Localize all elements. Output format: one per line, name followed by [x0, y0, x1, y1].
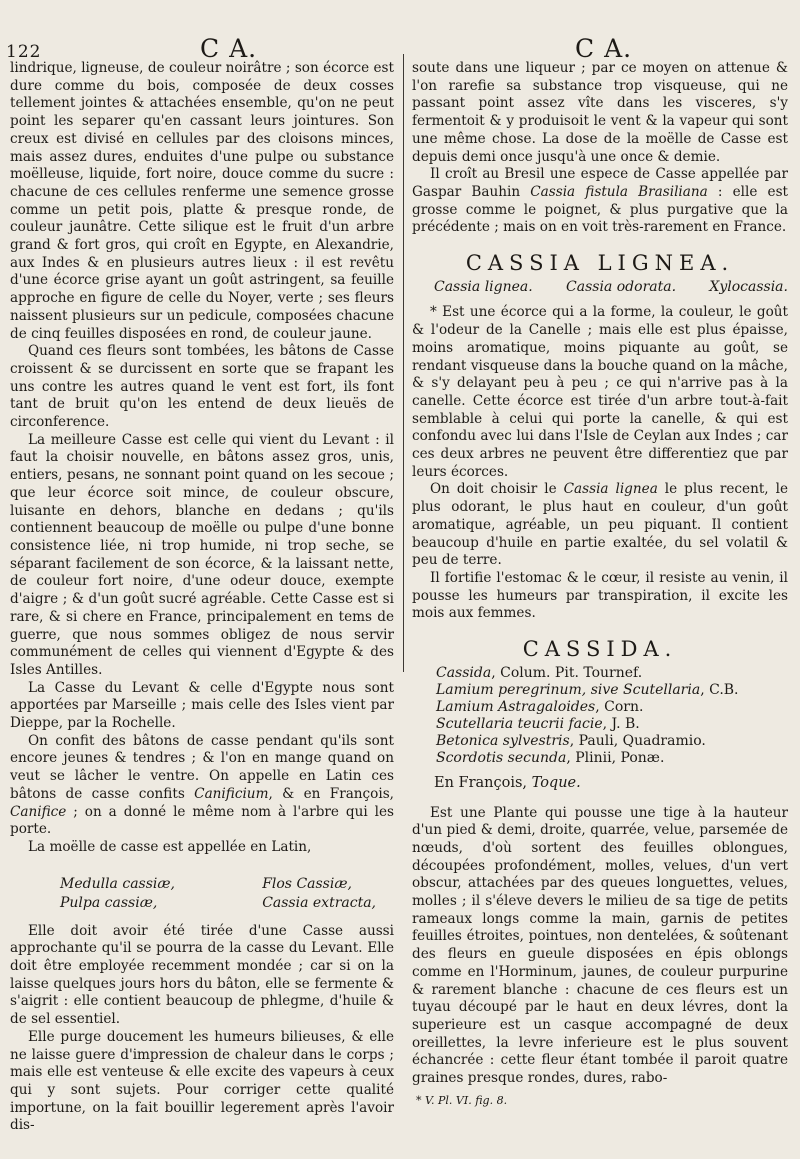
latin-name: Scordotis secunda [436, 749, 567, 766]
author: , Colum. Pit. Tournef. [491, 664, 643, 681]
paragraph: Il fortifie l'estomac & le cœur, il resiste au venin, il pousse les humeurs par transpiration, il excite les mois aux femmes. [412, 569, 788, 622]
french-name [434, 775, 788, 793]
latin-name: Scutellaria teucrii facie [436, 715, 603, 732]
text: On doit choisir le [430, 481, 564, 498]
paragraph: Est une Plante qui pousse une tige à la hauteur d'un pied & demi, droite, quarrée, velue, parsemée de nœuds, d'où sortent des feuilles oblongues, découpées profondément, molles, velues, d'un vert obscur, attachées par des queues longuettes, velues, molles ; il s'éleve devers le milieu de sa tige de petits rameaux longs comme la main, garnis de petites feuilles étroites, pointues, non dentelées, & soûtenant des fleurs en gueule disposées en épis oblongs comme en l'Horminum, jaunes, de couleur purpurine & rarement blanche : chacune de ces fleurs est un tuyau découpé par le haut en deux lévres, dont la superieure est un casque accompagné de deux oreillettes, la levre inferieure est le plus souvent échancrée : cette fleur étant tombée il paroit quatre graines presque rondes, dures, rabo- [412, 804, 788, 1087]
latin-name: Lamium peregrinum, sive Scutellaria [436, 681, 701, 698]
text: On confit des bâtons de casse pendant qu'ils sont encore jeunes & tendres ; & l'on en mange quand on veut se lâcher le ventre. On appelle en Latin ces bâtons de casse confits [10, 732, 394, 802]
author: , Corn. [595, 698, 644, 715]
synonym-list [436, 665, 788, 767]
paragraph: soute dans une liqueur ; par ce moyen on attenue & l'on rarefie sa substance trop visqueuse, qui ne passant point assez vîte dans les visceres, s'y fermentoit & y produisoit le vent & la vapeur qui sont une même chose. La dose de la moëlle de Casse est depuis demi once jusqu'à une once & demie. [412, 60, 788, 165]
paragraph: La Casse du Levant & celle d'Egypte nous sont apportées par Marseille ; mais celle des Isles vient par Dieppe, par la Rochelle. [10, 679, 394, 732]
paragraph: * Est une écorce qui a la forme, la couleur, le goût & l'odeur de la Canelle ; mais elle est plus épaisse, moins aromatique, moins piquante au goût, se rendant visqueuse dans la bouche quand on la mâche, & s'y delayant peu à peu ; ce qui n'arrive pas à la canelle. Cette écorce est tirée d'un arbre tout-à-fait semblable à celui qui porte la canelle, & qui est confondu avec lui dans l'Isle de Ceylan aux Indes ; car ces deux arbres ne peuvent être differentiez que par leurs écorces. [412, 304, 788, 480]
paragraph [412, 481, 788, 570]
latin-name: Flos Cassiæ, [262, 875, 352, 892]
synonym [436, 733, 788, 750]
page-number: 122 [6, 42, 42, 62]
header-left: C A. [200, 34, 258, 63]
paragraph: Quand ces fleurs sont tombées, les bâtons de Casse croissent & se durcissent en sorte que se frapant les uns contre les autres quand le vent est fort, ils font tant de bruit qu'on les entend de deux lieuës de circonference. [10, 343, 394, 431]
latin-name: Medulla cassiæ, [60, 875, 175, 892]
latin-name: Betonica sylvestris [436, 732, 570, 749]
latin-names-col-1 [60, 875, 175, 913]
latin-name: Lamium Astragaloides [436, 698, 596, 715]
paragraph: Elle purge doucement les humeurs bilieuses, & elle ne laisse guere d'impression de chaleur dans le corps ; mais elle est venteuse & elle excite des vapeurs à ceux qui y sont sujets. Pour corriger cette qualité importune, on la fait bouillir legerement après l'avoir dis- [10, 1028, 394, 1134]
synonym [436, 750, 788, 767]
synonym: Cassia odorata. [566, 278, 677, 295]
text: , & en François, [268, 785, 394, 802]
text: Il croît au Bresil une espece de Casse appellée par Gaspar Bauhin [412, 166, 788, 200]
synonym [436, 699, 788, 716]
left-column [10, 60, 394, 1135]
paragraph [412, 166, 788, 237]
right-column [412, 60, 788, 1088]
section-title: CASSIA LIGNEA. [465, 251, 735, 276]
author: , C.B. [700, 681, 739, 698]
author: , Plinii, Ponæ. [566, 749, 665, 766]
latin-term: Canificium [194, 785, 269, 802]
author: , J. B. [602, 715, 640, 732]
header-right: C A. [575, 34, 633, 63]
section-title: CASSIDA. [522, 637, 678, 662]
latin-term: Cassia fistula Brasiliana [530, 183, 708, 200]
synonym [436, 665, 788, 682]
text: : elle est grosse comme le poignet, & plus purgative que la précédente ; mais on en voit très-rarement en France. [412, 183, 789, 236]
paragraph: La moëlle de casse est appellée en Latin, [28, 838, 312, 855]
french-term: Canifice [10, 803, 67, 820]
latin-names-col-2 [262, 875, 376, 913]
footnote: * V. Pl. VI. fig. 8. [416, 1094, 508, 1107]
latin-name: Cassia extracta, [262, 894, 376, 911]
synonym [436, 682, 788, 699]
paragraph: La meilleure Casse est celle qui vient du Levant : il faut la choisir nouvelle, en bâtons assez gros, unis, entiers, pesans, ne sonnant point quand on les secoue ; que leur écorce soit mince, de couleur obscure, luisante en dehors, blanche en dedans ; qu'ils contiennent beaucoup de moëlle ou pulpe d'une bonne consistence liée, ni trop humide, ni trop seche, se séparant facilement de son écorce, & la laissant nette, de couleur fort noire, d'une odeur douce, exempte d'aigre ; & d'un goût sucré agréable. Cette Casse est si rare, & si chere en France, principalement en tems de guerre, que nous sommes obligez de nous servir communément de celles qui viennent d'Egypte & des Isles Antilles. [10, 431, 394, 678]
latin-names [60, 875, 376, 913]
paragraph: lindrique, ligneuse, de couleur noirâtre ; son écorce est dure comme du bois, composée de deux cosses tellement jointes & attachées ensemble, qu'on ne peut point les separer qu'en cassant leurs jointures. Son creux est divisé en cellules par des cloisons minces, mais assez dures, enduites d'une pulpe ou substance moëlleuse, liquide, fort noire, douce comme du sucre : chacune de ces cellules renferme une semence grosse comme un petit pois, platte & presque ronde, de couleur jaunâtre. Cette silique est le fruit d'un arbre grand & fort gros, qui croît en Egypte, en Alexandrie, aux Indes & en plusieurs autres lieux : il est revêtu d'une écorce grise ayant un goût astringent, sa feuille approche en figure de celle du Noyer, verte ; ses fleurs naissent plusieurs sur un pedicule, composées chacune de cinq feuilles disposées en rond, de couleur jaune. [10, 60, 394, 342]
latin-term: Cassia lignea [563, 481, 658, 498]
text: le plus recent, le plus odorant, le plus haut en couleur, d'un goût aromatique, agréable, un peu piquant. Il contient beaucoup d'huile en partie exaltée, du sel volatil & peu de terre. [412, 481, 788, 569]
author: , Pauli, Quadramio. [569, 732, 706, 749]
synonym: Cassia lignea. [434, 278, 533, 295]
paragraph: Elle doit avoir été tirée d'une Casse aussi approchante qu'il se pourra de la casse du Levant. Elle doit être employée recemment mondée ; car si on la laisse quelques jours hors du bâton, elle se fermente & s'aigrit : elle contient beaucoup de phlegme, d'huile & de sel essentiel. [10, 922, 394, 1028]
column-divider [403, 54, 404, 672]
synonym: Xylocassia. [709, 278, 788, 295]
latin-name: Pulpa cassiæ, [60, 894, 158, 911]
latin-name: Cassida [436, 664, 492, 681]
text: En François, [434, 774, 532, 791]
synonyms [434, 279, 788, 297]
french-term: Toque. [531, 774, 581, 791]
text: ; on a donné le même nom à l'arbre qui les porte. [10, 803, 394, 838]
synonym [436, 716, 788, 733]
paragraph [10, 733, 394, 839]
